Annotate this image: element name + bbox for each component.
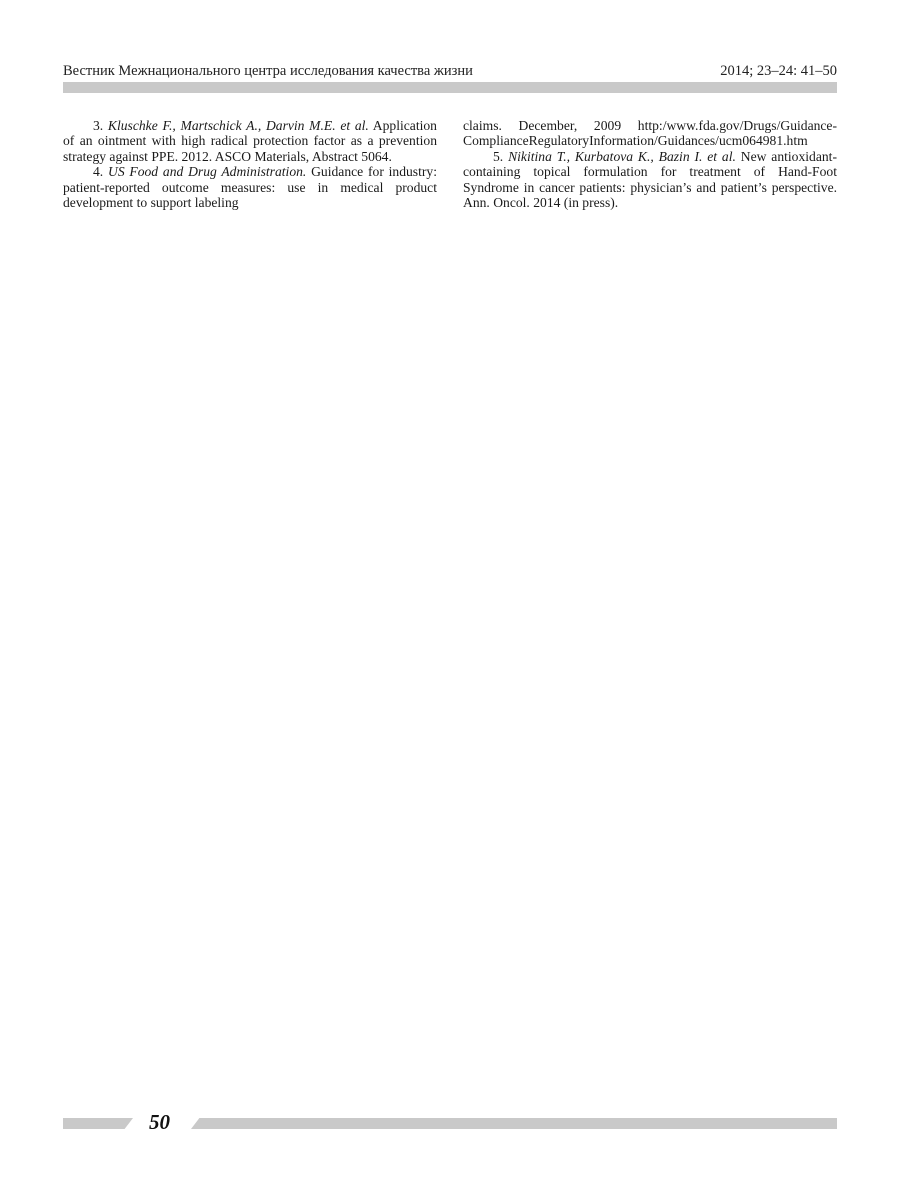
right-column: [463, 118, 837, 210]
page-number: 50: [149, 1110, 170, 1134]
reference-number: 3.: [93, 118, 104, 133]
reference-text: claims. December, 2009 http:/www.fda.gov/Drugs/Guidance-ComplianceRegulatoryInformation/Guidances/ucm064981.htm: [463, 118, 837, 149]
reference-list: [63, 118, 837, 210]
reference-item-3: [63, 118, 437, 164]
reference-text: New antioxidant-containing topical formulation for treatment of Hand-Foot Syndrome in cancer patients: physician’s and patient’s perspective. Ann. Oncol. 2014 (in press).: [463, 148, 837, 211]
running-header: [63, 58, 837, 80]
reference-authors: Kluschke F., Martschick A., Darvin M.E. et al.: [107, 118, 369, 133]
journal-title: Вестник Межнационального центра исследования качества жизни: [63, 63, 473, 79]
reference-item-4: [63, 164, 437, 210]
issue-citation: 2014; 23–24: 41–50: [720, 63, 837, 79]
reference-authors: US Food and Drug Administration.: [108, 164, 307, 180]
page-footer: [63, 1110, 837, 1140]
reference-item-4-continued: [463, 118, 837, 149]
footer-bar-left: [63, 1118, 133, 1129]
footer-bar-right: [191, 1118, 837, 1129]
header-rule-bar: [63, 82, 837, 93]
reference-number: 5.: [493, 148, 504, 164]
left-column: [63, 118, 437, 210]
reference-number: 4.: [93, 164, 104, 180]
reference-item-5: [463, 149, 837, 211]
reference-text: Application of an ointment with high radical protection factor as a prevention strategy against PPE. 2012. ASCO Materials, Abstract 5064.: [63, 118, 437, 164]
reference-text: Guidance for industry: patient-reported outcome measures: use in medical product development to support labeling: [63, 164, 437, 211]
reference-authors: Nikitina T., Kurbatova K., Bazin I. et al.: [508, 148, 736, 164]
